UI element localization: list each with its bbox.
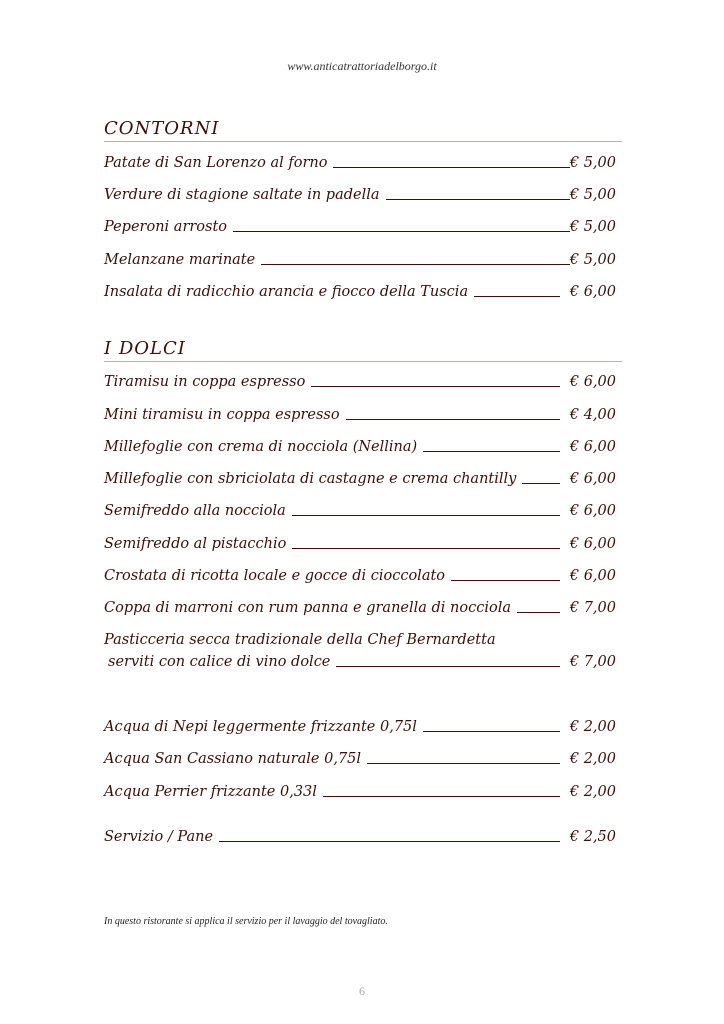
- dotted-leader: [522, 483, 560, 484]
- item-name: Millefoglie con crema di nocciola (Nellina): [104, 439, 418, 455]
- menu-item: [104, 565, 616, 587]
- dotted-leader: [386, 199, 570, 200]
- website-url[interactable]: www.anticatrattoriadelborgo.it: [287, 59, 437, 73]
- item-name: serviti con calice di vino dolce: [108, 654, 331, 670]
- dotted-leader: [367, 763, 560, 764]
- item-price: € 6,00: [569, 439, 616, 455]
- menu-item: [104, 597, 616, 619]
- item-name: Semifreddo al pistacchio: [104, 536, 287, 552]
- item-price: € 5,00: [569, 219, 616, 235]
- item-price: € 7,00: [569, 654, 616, 670]
- menu-item: [104, 468, 616, 490]
- menu-item: [104, 281, 616, 303]
- menu-item: [104, 748, 616, 770]
- item-name: Mini tiramisu in coppa espresso: [104, 407, 340, 423]
- dotted-leader: [451, 580, 560, 581]
- dotted-leader: [346, 419, 560, 420]
- menu-item: [104, 371, 616, 393]
- item-price: € 2,00: [569, 719, 616, 735]
- section-title-dolci: I DOLCI: [104, 338, 622, 362]
- item-name: Coppa di marroni con rum panna e granella di nocciola: [104, 600, 512, 616]
- menu-item: [104, 184, 616, 206]
- item-price: € 5,00: [569, 187, 616, 203]
- item-name: Melanzane marinate: [104, 252, 256, 268]
- dotted-leader: [336, 666, 560, 667]
- item-name: Acqua di Nepi leggermente frizzante 0,75l: [104, 719, 417, 735]
- dotted-leader: [423, 731, 560, 732]
- item-price: € 6,00: [569, 374, 616, 390]
- menu-item: [104, 716, 616, 738]
- item-price: € 4,00: [569, 407, 616, 423]
- item-name: Tiramisu in coppa espresso: [104, 374, 306, 390]
- dotted-leader: [233, 231, 570, 232]
- dotted-leader: [517, 612, 560, 613]
- service-note: In questo ristorante si applica il servizio per il lavaggio del tovagliato.: [104, 916, 388, 927]
- item-name: Pasticceria secca tradizionale della Chef Bernardetta: [104, 632, 496, 648]
- section-title-contorni: CONTORNI: [104, 118, 622, 142]
- menu-item: [104, 500, 616, 522]
- item-name: Insalata di radicchio arancia e fiocco della Tuscia: [104, 284, 469, 300]
- dotted-leader: [261, 264, 570, 265]
- item-name: Peperoni arrosto: [104, 219, 228, 235]
- dotted-leader: [292, 548, 560, 549]
- dotted-leader: [292, 515, 560, 516]
- item-price: € 5,00: [569, 155, 616, 171]
- item-name: Patate di San Lorenzo al forno: [104, 155, 328, 171]
- item-name: Acqua Perrier frizzante 0,33l: [104, 784, 317, 800]
- dotted-leader: [323, 796, 560, 797]
- menu-item-pasticceria-line1: [104, 629, 616, 651]
- dotted-leader: [219, 841, 560, 842]
- item-name: Verdure di stagione saltate in padella: [104, 187, 380, 203]
- item-name: Servizio / Pane: [104, 829, 214, 845]
- menu-item: [104, 533, 616, 555]
- item-name: Crostata di ricotta locale e gocce di cioccolato: [104, 568, 446, 584]
- item-price: € 7,00: [569, 600, 616, 616]
- page-number: 6: [359, 984, 365, 998]
- dotted-leader: [311, 386, 560, 387]
- item-price: € 6,00: [569, 471, 616, 487]
- menu-item: [104, 152, 616, 174]
- menu-item: [104, 436, 616, 458]
- item-name: Acqua San Cassiano naturale 0,75l: [104, 751, 362, 767]
- item-price: € 2,00: [569, 784, 616, 800]
- menu-item: [104, 249, 616, 271]
- menu-item: [104, 404, 616, 426]
- item-price: € 6,00: [569, 568, 616, 584]
- item-price: € 6,00: [569, 284, 616, 300]
- item-price: € 6,00: [569, 536, 616, 552]
- item-price: € 5,00: [569, 252, 616, 268]
- item-price: € 2,00: [569, 751, 616, 767]
- menu-item-pasticceria-line2: [104, 651, 616, 673]
- item-price: € 6,00: [569, 503, 616, 519]
- dotted-leader: [333, 167, 570, 168]
- dotted-leader: [474, 296, 560, 297]
- item-name: Millefoglie con sbriciolata di castagne e crema chantilly: [104, 471, 517, 487]
- menu-item: [104, 781, 616, 803]
- menu-item: [104, 216, 616, 238]
- menu-item-servizio: [104, 826, 616, 848]
- item-price: € 2,50: [569, 829, 616, 845]
- item-name: Semifreddo alla nocciola: [104, 503, 286, 519]
- dotted-leader: [423, 451, 560, 452]
